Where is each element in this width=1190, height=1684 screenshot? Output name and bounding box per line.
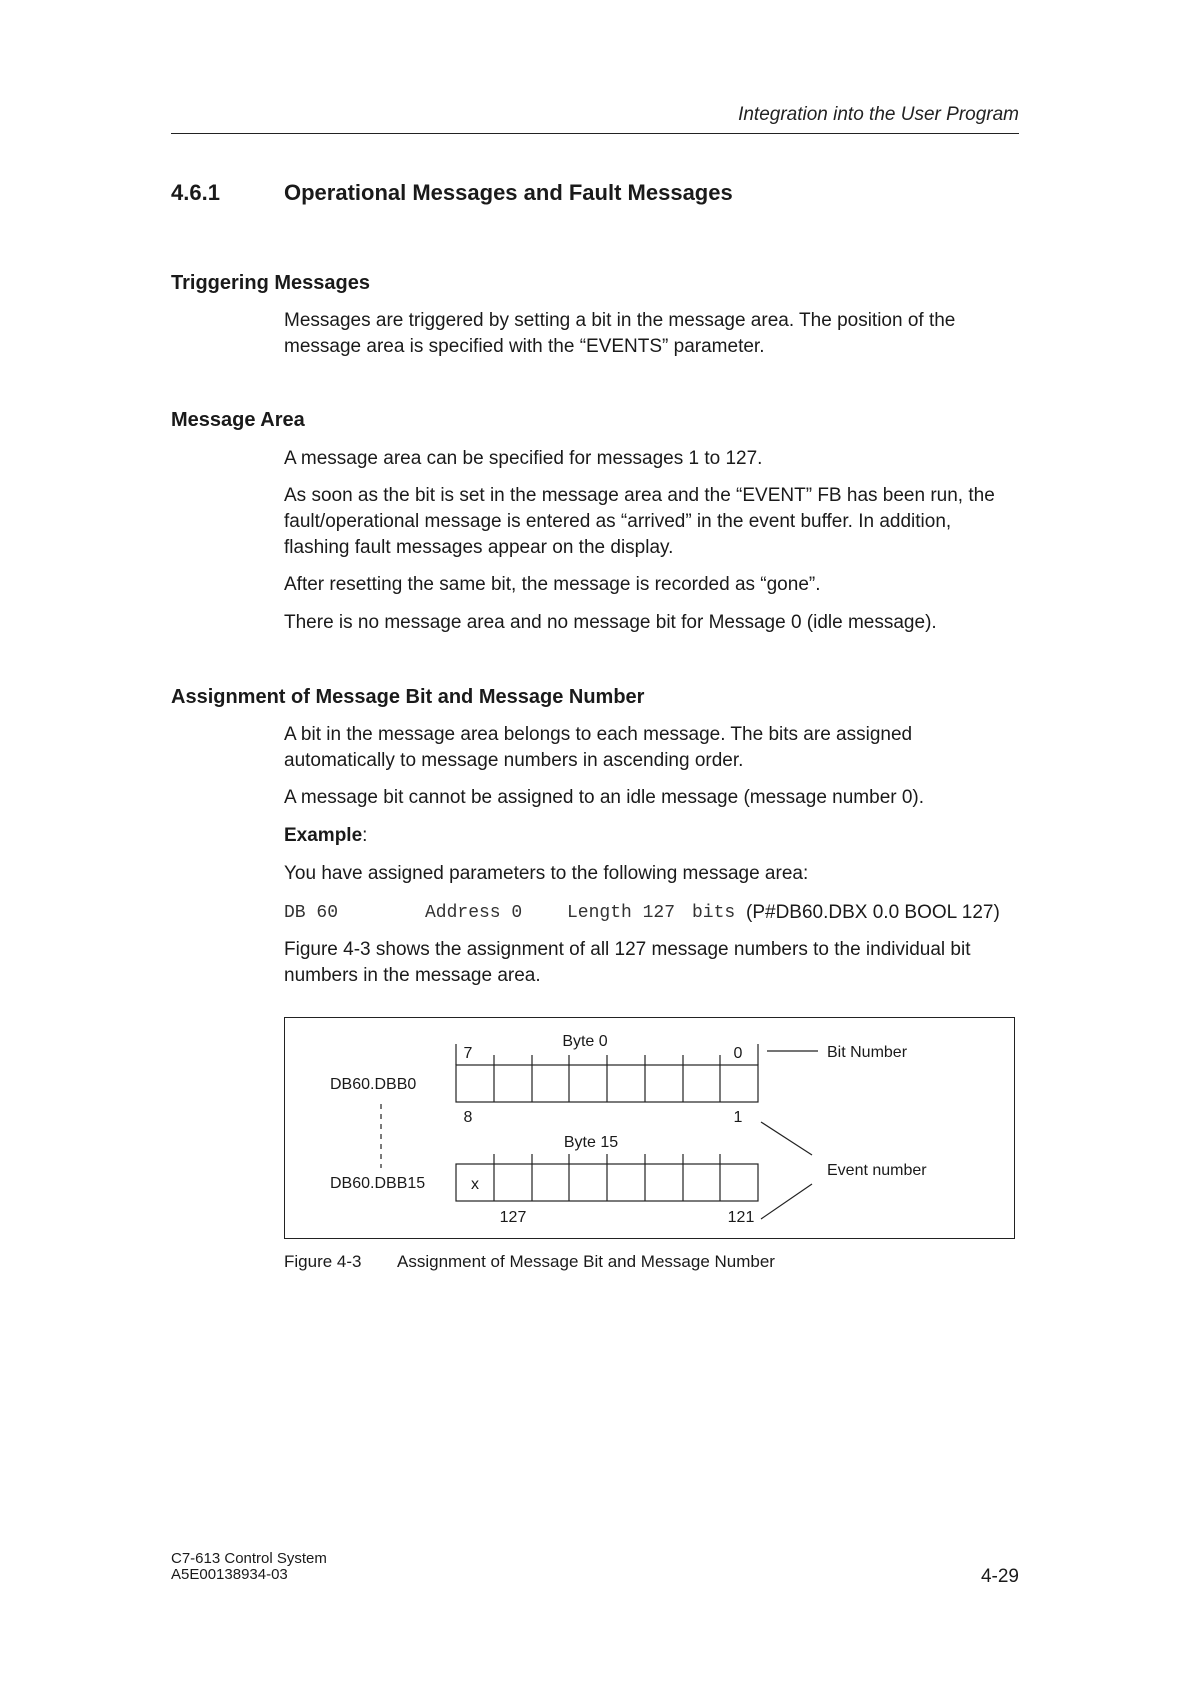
footer-order-number: A5E00138934-03 — [171, 1566, 288, 1583]
db-first-label: DB60.DBB0 — [330, 1076, 417, 1093]
event-last-left: 127 — [499, 1209, 527, 1226]
db-last-label: DB60.DBB15 — [330, 1175, 426, 1192]
section-number: 4.6.1 — [171, 180, 220, 205]
paragraph-message-area-3: After resetting the same bit, the message is recorded as “gone”. — [284, 574, 821, 595]
figure-caption-text: Assignment of Message Bit and Message Number — [397, 1252, 775, 1271]
example-label: Example — [284, 825, 363, 846]
byte15-label: Byte 15 — [563, 1134, 619, 1151]
event-last-right: 121 — [727, 1209, 755, 1226]
example-line — [284, 823, 1019, 849]
paragraph-assignment-1: A bit in the message area belongs to each message. The bits are assigned automatically to message numbers in ascending order. — [284, 724, 913, 771]
example-colon: : — [362, 825, 368, 846]
byte0-label: Byte 0 — [562, 1033, 608, 1050]
bit-number-label: Bit Number — [827, 1044, 908, 1061]
footer-left — [171, 1551, 327, 1583]
bit-assignment-diagram — [285, 1018, 1016, 1240]
page-number: 4-29 — [980, 1566, 1019, 1587]
figure-box — [284, 1017, 1015, 1239]
figure-caption-number: Figure 4-3 — [284, 1252, 362, 1271]
heading-message-area: Message Area — [171, 409, 305, 431]
paragraph-message-area-2: As soon as the bit is set in the message area and the “EVENT” FB has been run, the fault/operational message is entered as “arrived” in the event buffer. In addition, flashing fault messages appear on the display. — [284, 485, 995, 558]
paragraph-message-area-4: There is no message area and no message bit for Message 0 (idle message). — [284, 612, 937, 633]
paragraph-assignment-2: A message bit cannot be assigned to an idle message (message number 0). — [284, 787, 925, 808]
code-address: Address 0 — [425, 903, 523, 923]
triggering-text: Messages are triggered by setting a bit in the message area. The position of the message area is specified with the “EVENTS” parameter. — [284, 310, 956, 357]
code-db: DB 60 — [284, 903, 339, 923]
code-pointer: (P#DB60.DBX 0.0 BOOL 127) — [746, 902, 1000, 923]
paragraph-assignment-3: You have assigned parameters to the following message area: — [284, 863, 809, 884]
heading-assignment: Assignment of Message Bit and Message Number — [171, 686, 645, 708]
bit-high-label: 7 — [463, 1045, 473, 1062]
paragraph-message-area-1: A message area can be specified for messages 1 to 127. — [284, 448, 763, 469]
footer-product: C7-613 Control System — [171, 1550, 327, 1567]
code-bits: bits — [692, 903, 736, 923]
paragraph-assignment-4: Figure 4-3 shows the assignment of all 127 message numbers to the individual bit numbers in the message area. — [284, 939, 971, 986]
event-first-right: 1 — [733, 1109, 743, 1126]
section-title: Operational Messages and Fault Messages — [284, 180, 733, 205]
event-first-left: 8 — [463, 1109, 473, 1126]
bit-low-label: 0 — [733, 1045, 743, 1062]
heading-triggering-messages: Triggering Messages — [171, 272, 370, 294]
paragraph-triggering — [284, 308, 1019, 360]
event-number-label: Event number — [827, 1162, 927, 1179]
header-rule — [171, 133, 1019, 134]
unused-bit-x: x — [471, 1176, 479, 1193]
code-length: Length 127 — [567, 903, 676, 923]
running-header: Integration into the User Program — [738, 104, 1019, 125]
